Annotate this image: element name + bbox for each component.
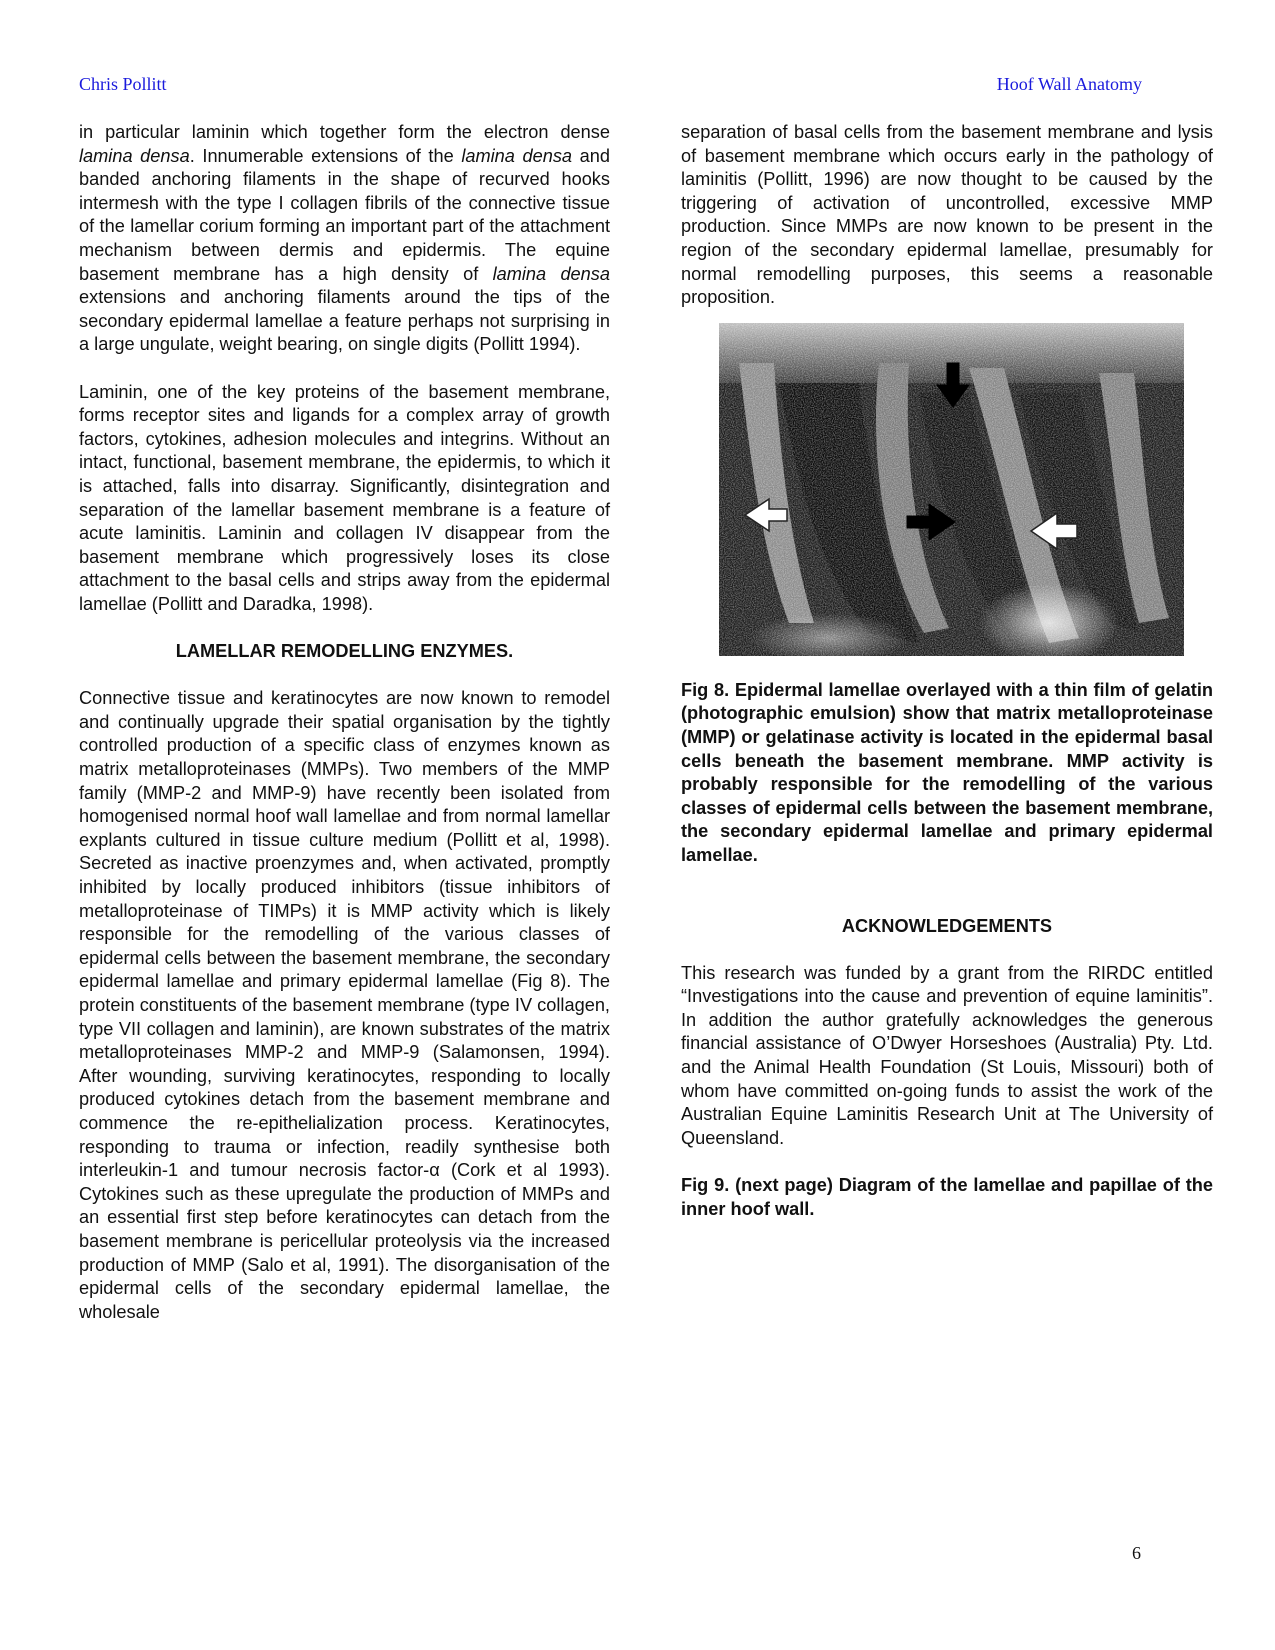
micrograph-image [719,323,1184,656]
paragraph-mmp [79,687,610,1324]
text-span: Connective tissue and keratinocytes are now known to remodel and continually upgrade their spatial organisation by the tightly controlled production of a specific class of enzymes known as matrix metalloproteinases (MMPs). Two members of the MMP family (MMP-2 and MMP-9) have recently been isolated from homogenised normal hoof wall lamellae and from normal lamellar explants cultured in tissue culture medium (Pollitt et al, 1998). Secreted as inactive proenzymes and, when activated, promptly inhibited by locally produced inhibitors (tissue inhibitors of metalloproteinase of TIMPs) it is MMP activity which is likely responsible for the remodelling of the various classes of epidermal cells between the basement membrane, the secondary epidermal lamellae and primary epidermal lamellae (Fig 8). The protein constituents of the basement membrane (type IV collagen, type VII collagen and laminin), are known substrates of the matrix metalloproteinases MMP-2 and MMP-9 (Salamonsen, 1994). After wounding, surviving keratinocytes, responding to locally produced cytokines detach from the basement membrane and commence the re-epithelialization process. Keratinocytes, responding to trauma or infection, readily synthesise both interleukin-1 and tumour necrosis factor- [79,688,610,1181]
alpha-symbol: α [429,1160,440,1181]
text-span: (Cork et al 1993). Cytokines such as these upregulate the production of MMPs and an essential first step before keratinocytes can detach from the basement membrane is pericellular proteolysis via the increased production of MMP (Salo et al, 1991). The disorganisation of the epidermal cells of the secondary epidermal lamellae, the wholesale [79,1160,610,1322]
figure-8-micrograph [719,323,1184,656]
paragraph-acknowledgements: This research was funded by a grant from the RIRDC entitled “Investigations into the cause and prevention of equine laminitis”. In addition the author gratefully acknowledges the generous financial assistance of O’Dwyer Horseshoes (Australia) Pty. Ltd. and the Animal Health Foundation (St Louis, Missouri) both of whom have committed on-going funds to assist the work of the Australian Equine Laminitis Research Unit at The University of Queensland. [681,962,1213,1148]
section-heading-remodelling: LAMELLAR REMODELLING ENZYMES. [175,641,514,662]
running-head-author: Chris Pollitt [79,74,167,94]
text-span: and banded anchoring filaments in the shape of recurved hooks intermesh with the type I collagen fibrils of the connective tissue of the lamellar corium forming an important part of the attachment mechanism between dermis and epidermis. The equine basement membrane has a high density of [79,145,610,284]
section-heading-acknowledgements: ACKNOWLEDGEMENTS [841,915,1053,936]
text-span: extensions and anchoring filaments around the tips of the secondary epidermal lamellae a feature perhaps not surprising in a large ungulate, weight bearing, on single digits (Pollitt 1994). [79,287,610,355]
paragraph-laminin: Laminin, one of the key proteins of the basement membrane, forms receptor sites and ligands for a complex array of growth factors, cytokines, adhesion molecules and integrins. Without an intact, functional, basement membrane, the epidermis, to which it is attached, falls into disarray. Significantly, disintegration and separation of the lamellar basement membrane is a feature of acute laminitis. Laminin and collagen IV disappear from the basement membrane which progressively loses its close attachment to the basal cells and strips away from the epidermal lamellae (Pollitt and Daradka, 1998). [79,381,610,614]
paragraph-lamina-densa [79,121,610,357]
paragraph-separation: separation of basal cells from the basement membrane and lysis of basement membrane which occurs early in the pathology of laminitis (Pollitt, 1996) are now thought to be caused by the triggering of activation of uncontrolled, excessive MMP production. Since MMPs are now known to be present in the region of the secondary epidermal lamellae, presumably for normal remodelling purposes, this seems a reasonable proposition. [681,122,1213,308]
italic-term: lamina densa [461,145,573,166]
text-span: . Innumerable extensions of the [189,145,462,166]
left-column [79,121,610,1324]
page-number: 6 [1132,1543,1141,1563]
text-span: in particular laminin which together form the electron dense [79,122,610,142]
figure-8-caption: Fig 8. Epidermal lamellae overlayed with a thin film of gelatin (photographic emulsion) show that matrix metalloproteinase (MMP) or gelatinase activity is located in the epidermal basal cells beneath the basement membrane. MMP activity is probably responsible for the remodelling of the various classes of epidermal cells between the basement membrane, the secondary epidermal lamellae and primary epidermal lamellae. [681,679,1213,865]
figure-9-caption: Fig 9. (next page) Diagram of the lamellae and papillae of the inner hoof wall. [681,1175,1213,1219]
right-column [681,121,1213,1221]
italic-term: lamina densa [492,263,610,284]
running-head-title: Hoof Wall Anatomy [996,74,1142,94]
italic-term: lamina densa [79,145,190,166]
